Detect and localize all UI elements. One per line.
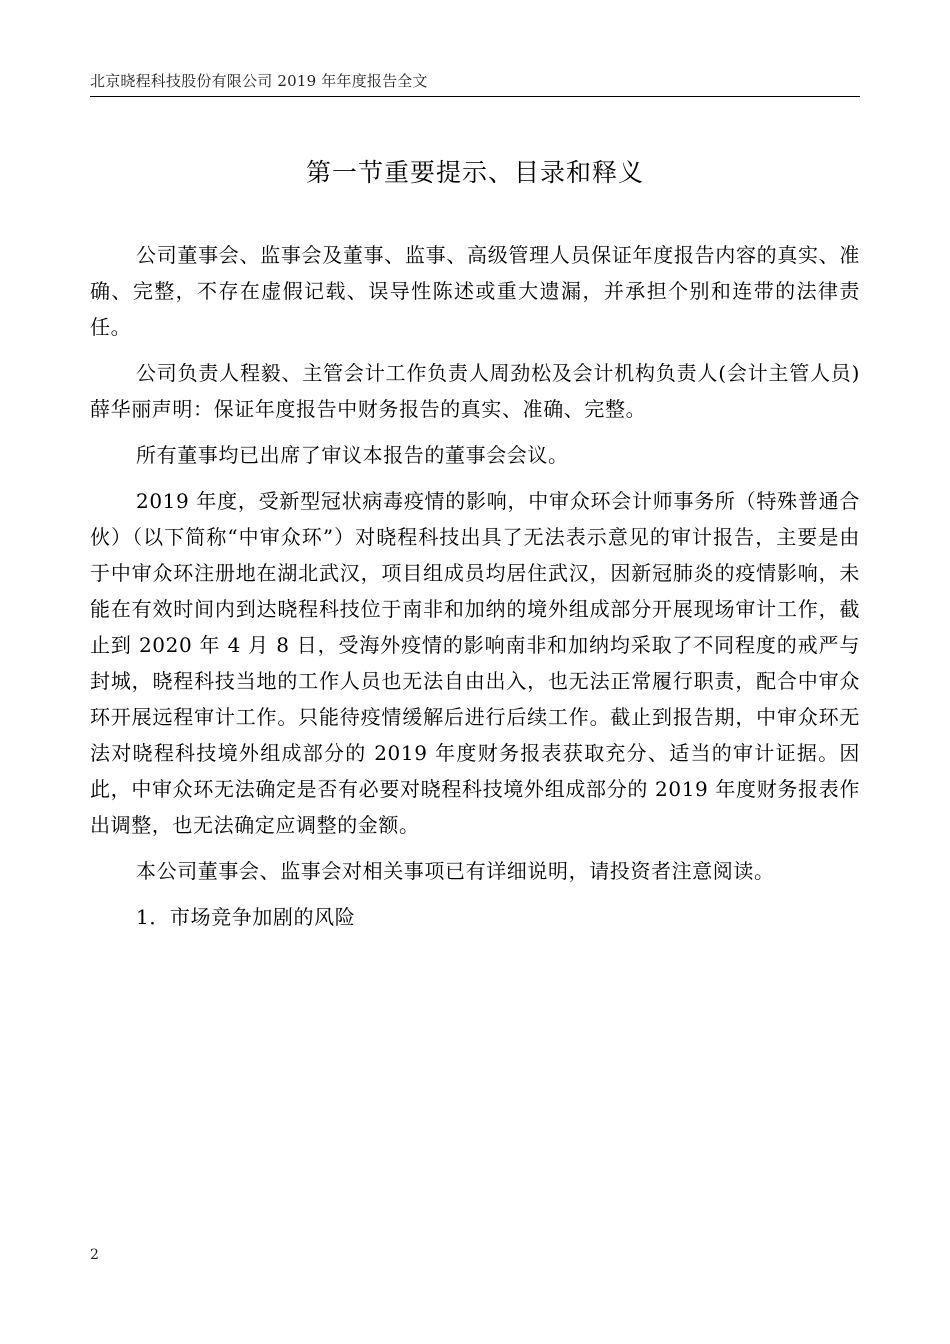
page-number: 2 — [90, 1247, 99, 1263]
paragraph-investor-notice: 本公司董事会、监事会对相关事项已有详细说明，请投资者注意阅读。 — [136, 859, 775, 883]
risk-heading-market-competition: 1．市场竞争加剧的风险 — [136, 905, 356, 929]
report-header: 北京晓程科技股份有限公司 2019 年年度报告全文 — [90, 72, 428, 90]
paragraph-officer-declaration: 公司负责人程毅、主管会计工作负责人周劲松及会计机构负责人(会计主管人员)薛华丽声明：保证年度报告中财务报告的真实、准确、完整。 — [90, 361, 860, 421]
paragraph-board-attendance: 所有董事均已出席了审议本报告的董事会会议。 — [136, 443, 569, 467]
body-text — [90, 237, 860, 945]
section-title: 第一节重要提示、目录和释义 — [305, 158, 644, 187]
paragraph-audit-opinion: 2019 年度，受新型冠状病毒疫情的影响，中审众环会计师事务所（特殊普通合伙）（以下简称“中审众环”）对晓程科技出具了无法表示意见的审计报告，主要是由于中审众环注册地在湖北武汉，项目组成员均居住武汉，因新冠肺炎的疫情影响，未能在有效时间内到达晓程科技位于南非和加纳的境外组成部分开展现场审计工作，截止到 2020 年 4 月 8 日，受海外疫情的影响南非和加纳均采取了不同程度的戒严与封城，晓程科技当地的工作人员也无法自由出入，也无法正常履行职责，配合中审众环开展远程审计工作。只能待疫情缓解后进行后续工作。截止到报告期，中审众环无法对晓程科技境外组成部分的 2019 年度财务报表获取充分、适当的审计证据。因此，中审众环无法确定是否有必要对晓程科技境外组成部分的 2019 年度财务报表作出调整，也无法确定应调整的金额。 — [90, 489, 860, 837]
paragraph-responsibility-statement: 公司董事会、监事会及董事、监事、高级管理人员保证年度报告内容的真实、准确、完整，不存在虚假记载、误导性陈述或重大遗漏，并承担个别和连带的法律责任。 — [90, 243, 860, 339]
header-rule — [90, 96, 860, 97]
